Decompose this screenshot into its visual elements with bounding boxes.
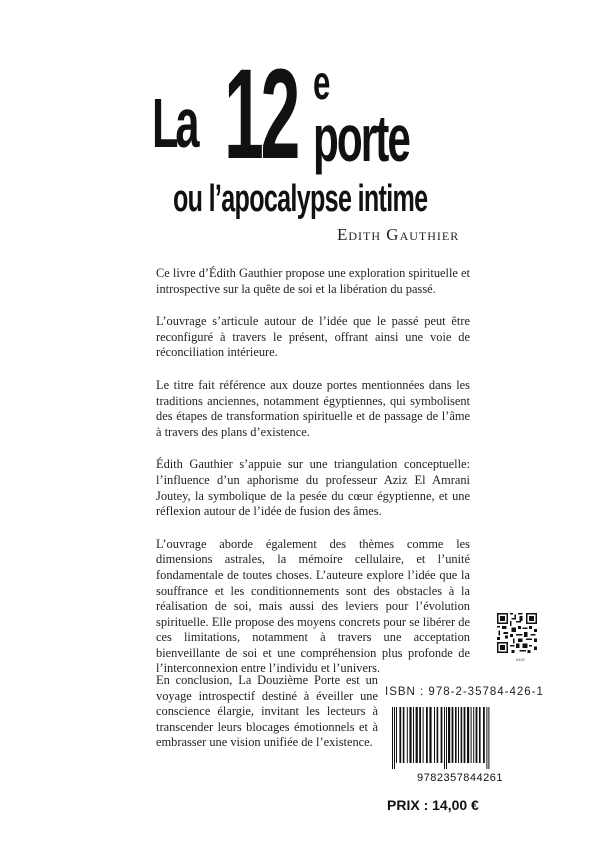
title-number: 12 [224, 43, 298, 186]
paragraph: Le titre fait référence aux douze portes mentionnées dans les traditions anciennes, notamment égyptiennes, qui symbolisent des étapes de transformation spirituelle et de passage de l’âme à travers des plans d’existence. [156, 377, 470, 439]
paragraph: Édith Gauthier s’appuie sur une triangulation conceptuelle: l’influence d’un aphorisme du professeur Aziz El Amrani Joutey, la symbolique de la pesée du cœur égyptienne, et une réflexion autour de l’idée de fusion des âmes. [156, 457, 470, 519]
paragraph: L’ouvrage aborde également des thèmes comme les dimensions astrales, la mémoire cellulaire, et l’unité fondamentale de toutes choses. L’auteure explore l’idée que la souffrance et les conditionnements sont des obstacles à la réalisation de soi, mais aussi des leviers pour l’évolution spirituelle. Elle propose des moyens concrets pour se libérer de ces limitations, notamment à travers une acceptation bienveillante de soi et une compréhension plus profonde de l’interconnexion entre l’individu et l’univers. [156, 536, 470, 676]
isbn-label: ISBN : 978-2-35784-426-1 [385, 686, 544, 698]
title-porte: porte [313, 101, 409, 175]
paragraph: L’ouvrage s’articule autour de l’idée que le passé peut être reconfiguré à travers le présent, offrant ainsi une voie de réconciliation intérieure. [156, 314, 470, 360]
closing-paragraph: En conclusion, La Douzième Porte est un voyage introspectif destiné à éveiller une conscience élargie, invitant les lecteurs à transcender leurs blocages émotionnels et à embrasser une vision unifiée de l’existence. [156, 673, 378, 750]
title-superscript: e [313, 57, 331, 110]
author-name: Edith Gauthier [337, 225, 460, 244]
paragraph: Ce livre d’Édith Gauthier propose une exploration spirituelle et introspective sur la quête de soi et la libération du passé. [156, 266, 470, 296]
title-block [0, 0, 600, 250]
subtitle: ou l’apocalypse intime [173, 178, 428, 220]
back-cover-text [156, 266, 470, 694]
barcode [390, 707, 528, 769]
price-label: PRIX : 14,00 € [387, 797, 479, 813]
barcode-number: 9782357844261 [416, 772, 504, 784]
qr-caption: 6483 [516, 657, 525, 662]
qr-code-icon [497, 613, 537, 653]
title-la: La [152, 84, 197, 162]
